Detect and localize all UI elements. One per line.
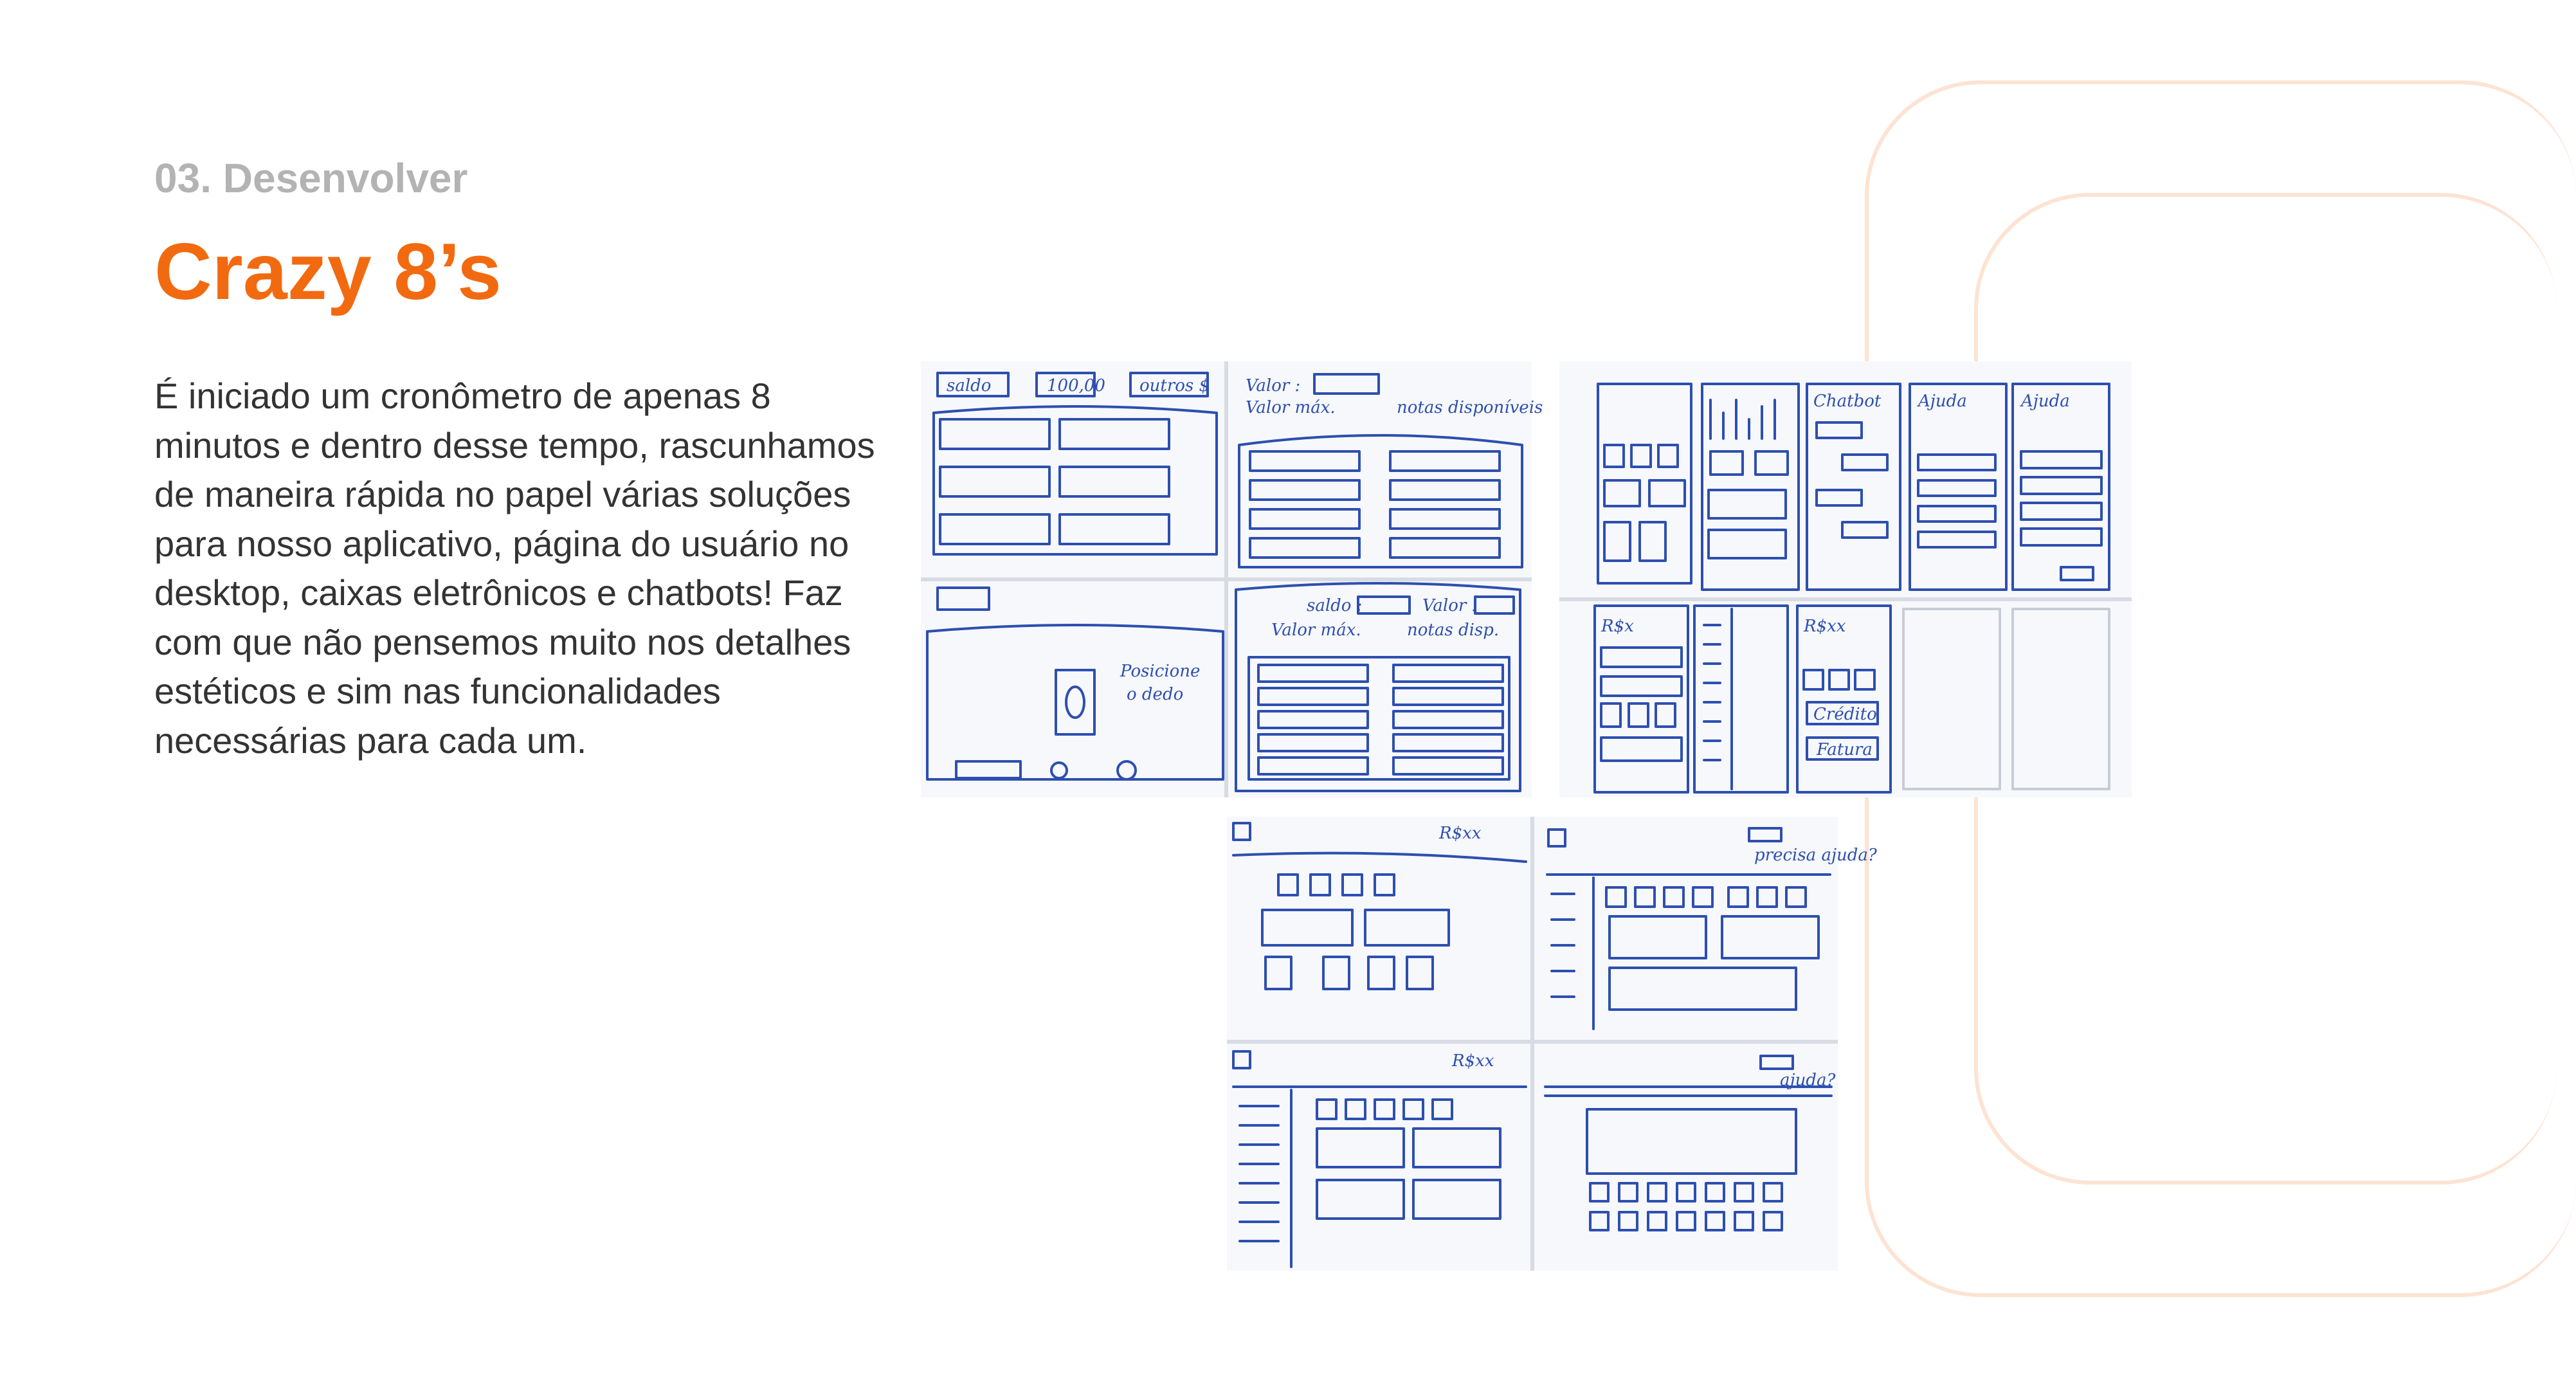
sketch-label-fatura: Fatura bbox=[1817, 740, 1873, 759]
sketch-label-valor-max2: Valor máx. bbox=[1271, 621, 1361, 640]
sketch-label-rs-desktop2: R$xx bbox=[1452, 1051, 1494, 1071]
sketch-label-100: 100,00 bbox=[1047, 376, 1105, 395]
sketch-label-ajuda2: Ajuda bbox=[2021, 392, 2070, 411]
desktop-sketches-photo bbox=[1227, 817, 1877, 1271]
sketch-label-ajuda-desktop: ajuda? bbox=[1780, 1071, 1836, 1090]
section-label: 03. Desenvolver bbox=[154, 155, 468, 201]
sketch-label-chatbot: Chatbot bbox=[1813, 392, 1882, 411]
sketch-label-ajuda: Ajuda bbox=[1918, 392, 1967, 411]
sketch-label-notas2: notas disp. bbox=[1407, 621, 1500, 640]
sketch-label-rs-desktop: R$xx bbox=[1439, 824, 1482, 843]
sketch-label-valor-max: Valor máx. bbox=[1246, 398, 1336, 417]
sketch-label-rs2: R$xx bbox=[1804, 617, 1846, 636]
sketch-label-credito: Crédito bbox=[1813, 705, 1877, 724]
sketch-label-saldo: saldo bbox=[947, 376, 992, 395]
sketch-label-posicione: Posicione bbox=[1120, 662, 1201, 681]
sketch-label-valor2: Valor : bbox=[1422, 596, 1478, 615]
slide-title: Crazy 8’s bbox=[154, 228, 502, 316]
sketch-label-saldo2: saldo : bbox=[1307, 596, 1363, 615]
sketch-label-valor: Valor : bbox=[1246, 376, 1301, 395]
sketch-label-o-dedo: o dedo bbox=[1127, 685, 1184, 704]
atm-sketches-photo bbox=[921, 361, 1543, 797]
slide-body-text: É iniciado um cronômetro de apenas 8 minutos e dentro desse tempo, rascunhamos de maneira rápida no papel várias soluções para nosso aplicativo, página do usuário no desktop, caixas eletrônicos e chatbots! Faz com que não pensemos muito nos detalhes estéticos e sim nas funcionalidades necessárias para cada um. bbox=[154, 376, 875, 761]
sketch-label-notas: notas disponíveis bbox=[1397, 398, 1543, 417]
mobile-sketches-photo bbox=[1559, 361, 2132, 797]
sketch-label-precisa-ajuda: precisa ajuda? bbox=[1754, 846, 1877, 865]
sketch-label-rs: R$x bbox=[1601, 617, 1634, 636]
sketch-label-outros: outros $ bbox=[1139, 376, 1210, 395]
